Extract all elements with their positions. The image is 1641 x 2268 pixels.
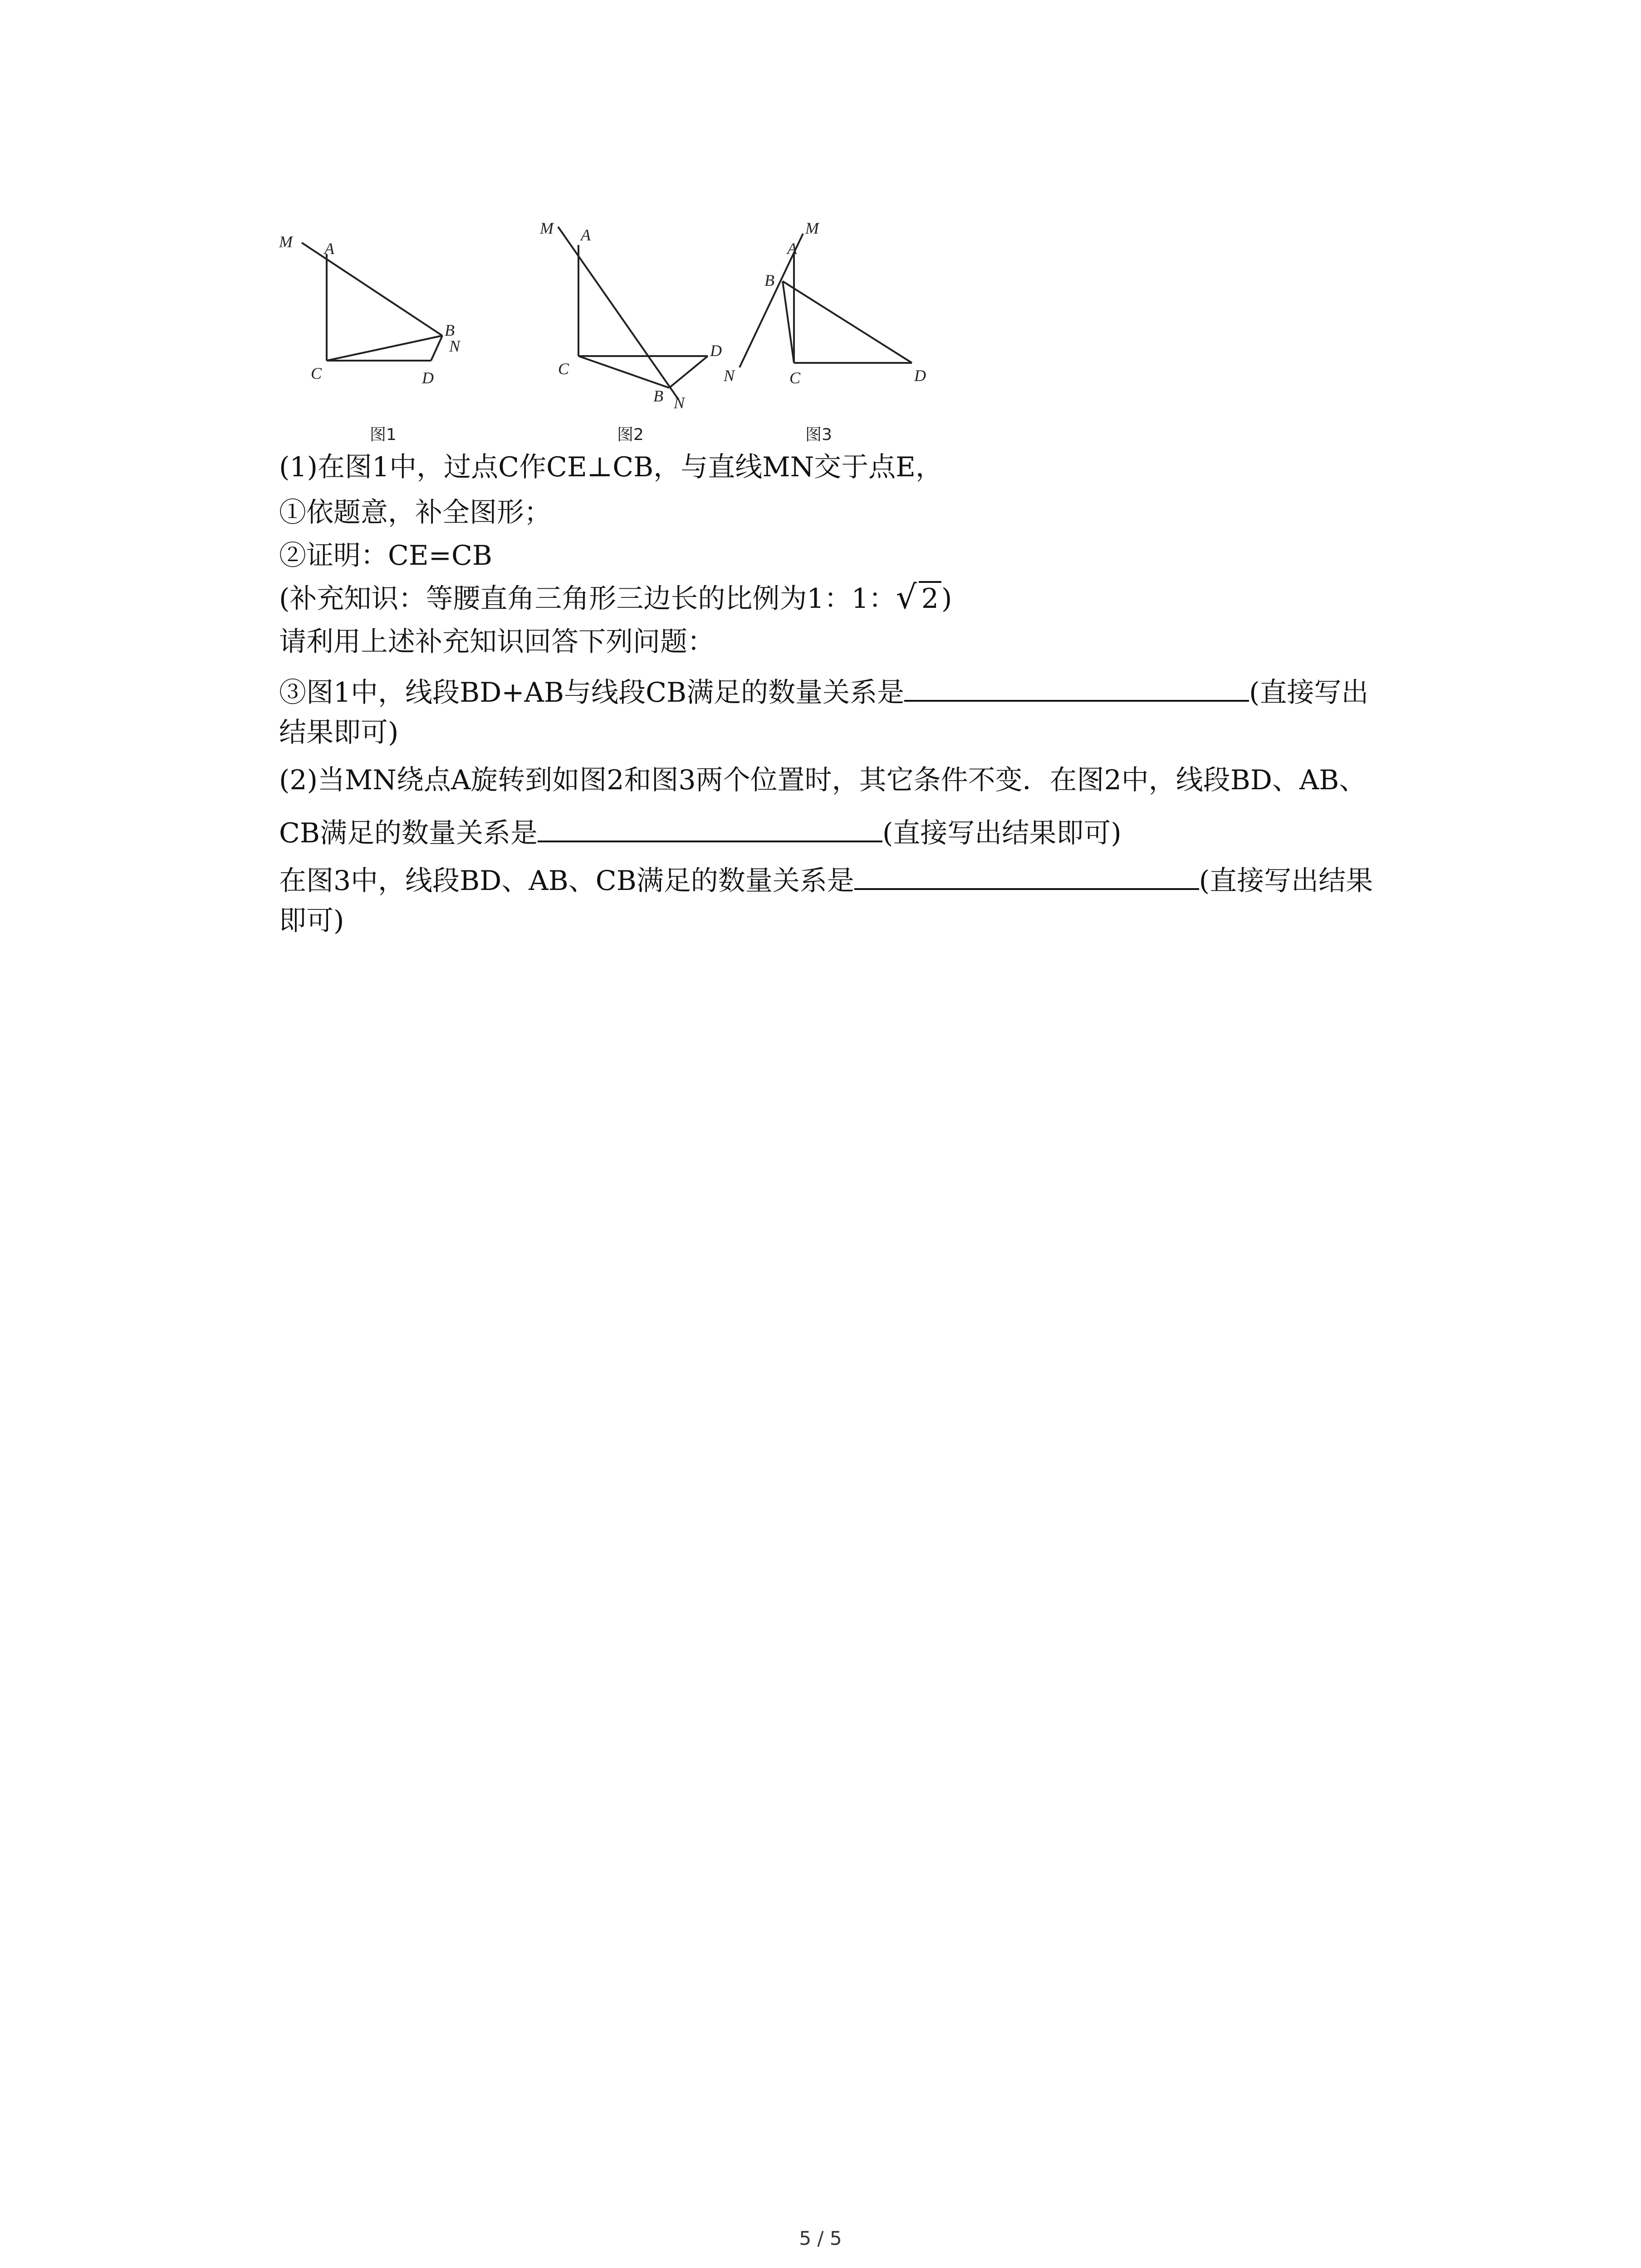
- answer-blank-q3[interactable]: [904, 674, 1249, 702]
- fig3-relation-text: 在图3中，线段BD、AB、CB满足的数量关系是: [279, 865, 854, 897]
- caption-fig2: 图2: [617, 425, 644, 444]
- label-b-fig3: B: [764, 271, 774, 289]
- question-line-2: ①依题意，补全图形；: [279, 497, 551, 528]
- label-c-fig3: C: [789, 369, 801, 387]
- label-d-fig2: D: [710, 342, 722, 360]
- page-number: 5 / 5: [799, 2227, 842, 2249]
- label-m-fig3: M: [805, 219, 819, 237]
- line-mn-fig1: [302, 243, 442, 336]
- question-line-6: [279, 674, 1369, 709]
- sqrt-icon: √: [896, 578, 917, 616]
- segment-bd-fig3: [783, 281, 912, 363]
- label-c-fig2: C: [558, 360, 569, 378]
- question-line-11: 即可): [279, 905, 344, 937]
- segment-bc-fig3: [783, 281, 794, 363]
- answer-blank-fig2[interactable]: [538, 814, 882, 842]
- label-c-fig1: C: [311, 364, 322, 382]
- segment-db-fig1: [431, 336, 442, 361]
- fig2-suffix: (直接写出结果即可): [882, 817, 1122, 849]
- segment-cb-fig1: [327, 336, 442, 361]
- label-n-fig2: N: [674, 394, 685, 412]
- sqrt-expression: [896, 578, 941, 616]
- question-line-4: [279, 578, 952, 616]
- line-mn-fig2: [558, 227, 678, 399]
- q3-text: ③图1中，线段BD+AB与线段CB满足的数量关系是: [279, 677, 905, 709]
- label-n-fig3: N: [724, 367, 735, 385]
- label-d-fig1: D: [422, 369, 434, 387]
- question-line-5: 请利用上述补充知识回答下列问题：: [279, 626, 715, 658]
- answer-blank-fig3[interactable]: [854, 862, 1199, 890]
- label-d-fig3: D: [914, 367, 926, 385]
- label-b-fig2: B: [653, 387, 663, 405]
- caption-fig1: 图1: [370, 425, 397, 444]
- segment-db-fig2: [669, 356, 708, 388]
- label-m-fig2: M: [540, 219, 554, 237]
- q3-suffix: (直接写出: [1249, 677, 1369, 709]
- geometry-figures: [268, 213, 975, 449]
- question-line-9: [279, 814, 1122, 847]
- question-line-10: [279, 862, 1373, 897]
- fig3-suffix: (直接写出结果: [1199, 865, 1373, 897]
- label-n-fig1: N: [449, 337, 460, 355]
- supplement-close: ): [941, 583, 952, 615]
- fig2-relation-text: CB满足的数量关系是: [279, 817, 538, 849]
- segment-cb-fig2: [578, 356, 669, 388]
- figure-2: [558, 227, 708, 399]
- figures-row: [268, 213, 975, 449]
- label-b-fig1: B: [445, 321, 455, 339]
- label-m-fig1: M: [279, 233, 293, 251]
- question-line-1: (1)在图1中，过点C作CE⊥CB，与直线MN交于点E，: [279, 451, 943, 483]
- question-line-7: 结果即可): [279, 717, 399, 748]
- label-a-fig2: A: [581, 226, 591, 244]
- question-line-8: (2)当MN绕点A旋转到如图2和图3两个位置时，其它条件不变．在图2中，线段BD、AB、: [279, 764, 1367, 796]
- label-a-fig3: A: [787, 240, 797, 258]
- caption-fig3: 图3: [805, 425, 832, 444]
- figure-1: [302, 243, 442, 361]
- label-a-fig1: A: [324, 240, 334, 258]
- question-line-3: ②证明：CE=CB: [279, 540, 492, 572]
- radicand: 2: [919, 581, 941, 615]
- supplement-text: (补充知识：等腰直角三角形三边长的比例为1：1：: [279, 583, 896, 615]
- figure-3: [740, 234, 912, 367]
